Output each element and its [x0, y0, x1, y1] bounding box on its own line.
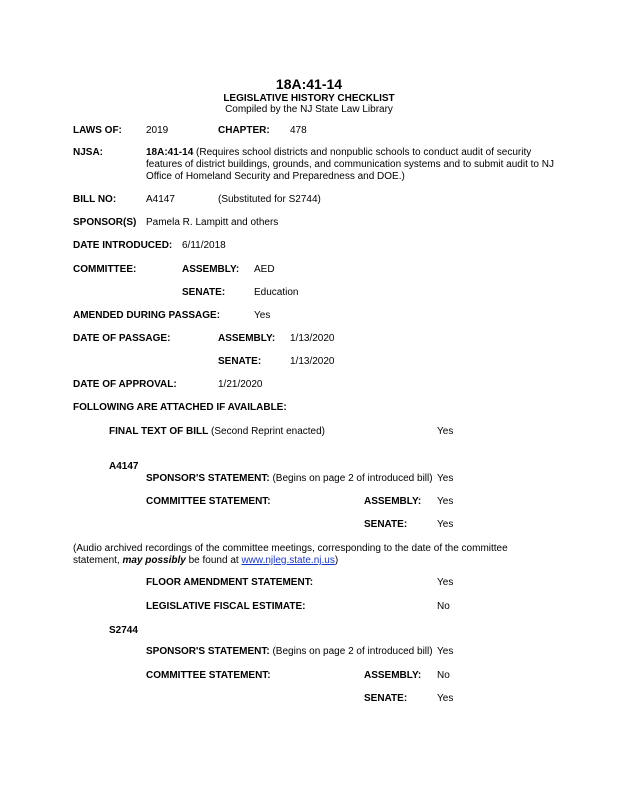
- attached-heading: FOLLOWING ARE ATTACHED IF AVAILABLE:: [73, 402, 287, 413]
- s2744-assembly-label: ASSEMBLY:: [364, 670, 422, 681]
- s2744-bill-heading: S2744: [109, 625, 138, 636]
- chapter-value: 478: [290, 125, 307, 136]
- floor-amendment-value: Yes: [437, 577, 454, 588]
- a4147-sponsor-row: [146, 473, 433, 485]
- passage-assembly-value: 1/13/2020: [290, 333, 335, 344]
- chapter-label: CHAPTER:: [218, 125, 270, 136]
- a4147-assembly-label: ASSEMBLY:: [364, 496, 422, 507]
- date-introduced-label: DATE INTRODUCED:: [73, 240, 173, 251]
- audio-note-pre: statement,: [73, 555, 120, 566]
- audio-note-line-2: [73, 555, 338, 567]
- a4147-committee-label: COMMITTEE STATEMENT:: [146, 496, 271, 507]
- njsa-label: NJSA:: [73, 147, 104, 158]
- amended-label: AMENDED DURING PASSAGE:: [73, 310, 221, 321]
- passage-assembly-label: ASSEMBLY:: [218, 333, 276, 344]
- sponsors-label: SPONSOR(S): [73, 217, 137, 228]
- njsa-description-line-2: features of district buildings, grounds, and communication systems and to submit audit to NJ: [146, 159, 554, 170]
- s2744-sponsor-value: Yes: [437, 646, 454, 657]
- committee-assembly-label: ASSEMBLY:: [182, 264, 240, 275]
- bill-no-note: (Substituted for S2744): [218, 194, 321, 205]
- date-of-approval-label: DATE OF APPROVAL:: [73, 379, 177, 390]
- passage-senate-value: 1/13/2020: [290, 356, 335, 367]
- fiscal-estimate-value: No: [437, 601, 450, 612]
- compiled-by: Compiled by the NJ State Law Library: [225, 104, 393, 115]
- njsa-description-text: (Requires school districts and nonpublic schools to conduct audit of security: [196, 147, 532, 158]
- s2744-assembly-value: No: [437, 670, 450, 681]
- audio-note-line-1: (Audio archived recordings of the committee meetings, corresponding to the date of the committee: [73, 543, 508, 554]
- final-text-value: Yes: [437, 426, 454, 437]
- a4147-sponsor-label: SPONSOR'S STATEMENT:: [146, 473, 270, 484]
- committee-label: COMMITTEE:: [73, 264, 137, 275]
- sponsors-value: Pamela R. Lampitt and others: [146, 217, 279, 228]
- a4147-sponsor-note: (Begins on page 2 of introduced bill): [272, 473, 433, 484]
- date-introduced-value: 6/11/2018: [182, 240, 226, 251]
- laws-of-value: 2019: [146, 125, 169, 136]
- a4147-sponsor-value: Yes: [437, 473, 454, 484]
- bill-no-value: A4147: [146, 194, 175, 205]
- a4147-assembly-value: Yes: [437, 496, 454, 507]
- amended-value: Yes: [254, 310, 271, 321]
- audio-note-mid: be found at: [188, 555, 239, 566]
- s2744-sponsor-note: (Begins on page 2 of introduced bill): [272, 646, 433, 657]
- page-title: 18A:41-14: [275, 76, 343, 92]
- njsa-cite: 18A:41-14: [146, 147, 194, 158]
- passage-senate-label: SENATE:: [218, 356, 262, 367]
- committee-assembly-value: AED: [254, 264, 275, 275]
- audio-note-post: ): [334, 555, 339, 566]
- bill-no-label: BILL NO:: [73, 194, 117, 205]
- a4147-bill-heading: A4147: [109, 461, 139, 472]
- njsa-description-line-3: Office of Homeland Security and Preparedness and DOE.): [146, 171, 405, 182]
- s2744-committee-label: COMMITTEE STATEMENT:: [146, 670, 271, 681]
- a4147-senate-label: SENATE:: [364, 519, 408, 530]
- audio-note-emphasis: may possibly: [122, 555, 186, 566]
- floor-amendment-label: FLOOR AMENDMENT STATEMENT:: [146, 577, 314, 588]
- committee-senate-label: SENATE:: [182, 287, 226, 298]
- document-heading: LEGISLATIVE HISTORY CHECKLIST: [223, 93, 395, 104]
- s2744-senate-label: SENATE:: [364, 693, 408, 704]
- a4147-senate-value: Yes: [437, 519, 454, 530]
- final-text-note: (Second Reprint enacted): [211, 426, 326, 437]
- njleg-link[interactable]: www.njleg.state.nj.us: [241, 555, 335, 566]
- s2744-senate-value: Yes: [437, 693, 454, 704]
- s2744-sponsor-row: [146, 646, 433, 658]
- committee-senate-value: Education: [254, 287, 299, 298]
- date-of-approval-value: 1/21/2020: [218, 379, 263, 390]
- njsa-description-line-1: [146, 147, 531, 159]
- final-text-row: [109, 426, 325, 438]
- final-text-label: FINAL TEXT OF BILL: [109, 426, 209, 437]
- date-of-passage-label: DATE OF PASSAGE:: [73, 333, 171, 344]
- fiscal-estimate-label: LEGISLATIVE FISCAL ESTIMATE:: [146, 601, 306, 612]
- s2744-sponsor-label: SPONSOR'S STATEMENT:: [146, 646, 270, 657]
- laws-of-label: LAWS OF:: [73, 125, 122, 136]
